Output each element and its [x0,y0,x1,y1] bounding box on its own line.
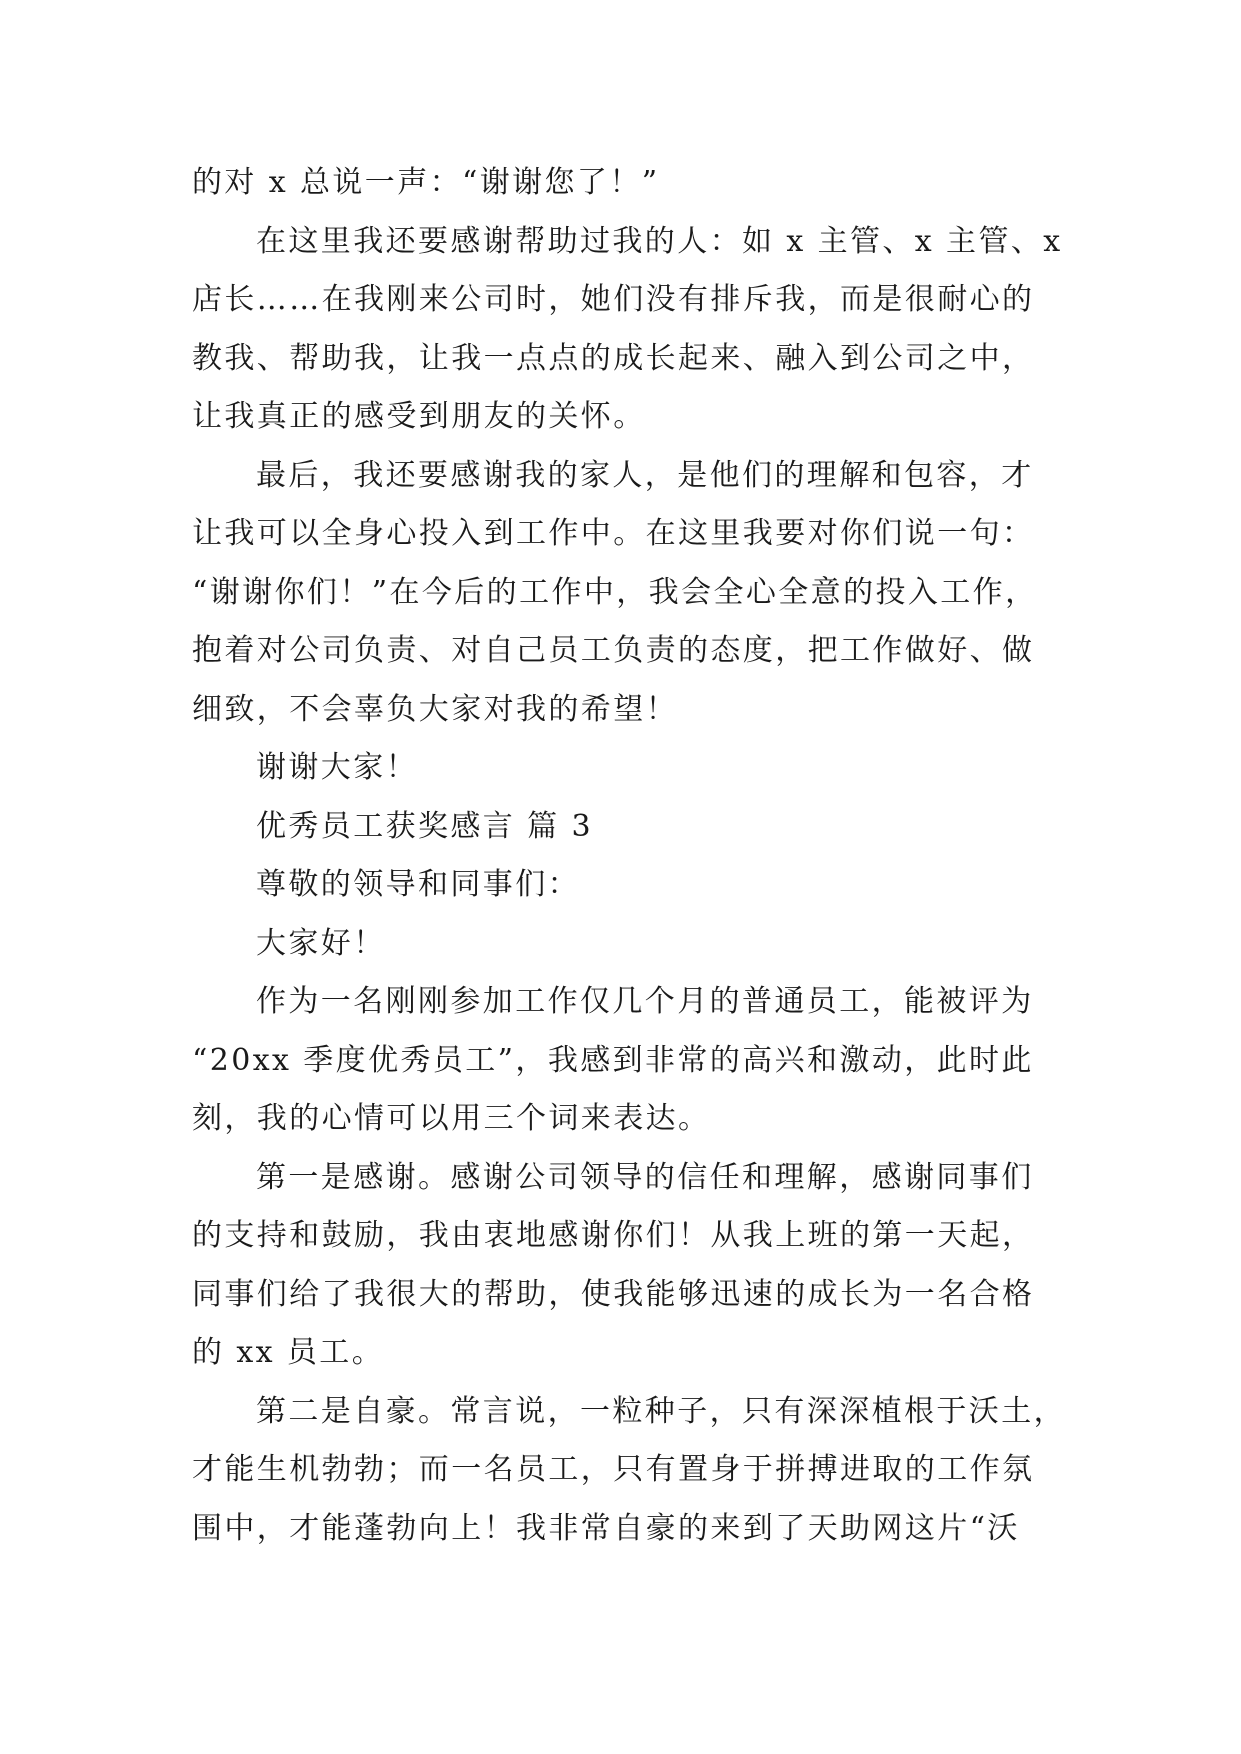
paragraph-closing-thanks [192,739,1052,798]
text-line: 围中，才能蓬勃向上！我非常自豪的来到了天助网这片“沃 [192,1510,1020,1546]
paragraph-greeting [192,915,1052,974]
text-line: 让我真正的感受到朋友的关怀。 [192,399,646,434]
paragraph-salutation [192,856,1052,915]
paragraph-first-gratitude [192,1149,1052,1383]
document-body [192,154,1066,1558]
text-line: “20xx 季度优秀员工”，我感到非常的高兴和激动，此时此 [192,1042,1034,1078]
text-line: 的对 x 总说一声：“谢谢您了！” [192,165,660,200]
text-line: 抱着对公司负责、对自己员工负责的态度，把工作做好、做 [192,633,1035,668]
text-line: 谢谢大家！ [256,750,418,785]
text-line: 教我、帮助我，让我一点点的成长起来、融入到公司之中， [192,340,1035,376]
text-line: 店长……在我刚来公司时，她们没有排斥我，而是很耐心的 [192,282,1035,317]
text-line: 作为一名刚刚参加工作仅几个月的普通员工，能被评为 [256,984,1034,1019]
text-line: 的 xx 员工。 [192,1335,385,1370]
text-line: 最后，我还要感谢我的家人，是他们的理解和包容，才 [256,457,1034,493]
text-line: 刻，我的心情可以用三个词来表达。 [192,1101,711,1136]
text-line: 第一是感谢。感谢公司领导的信任和理解，感谢同事们 [256,1159,1034,1195]
text-line: 同事们给了我很大的帮助，使我能够迅速的成长为一名合格 [192,1276,1035,1312]
paragraph-thanks-family [192,447,1052,740]
text-line: 在这里我还要感谢帮助过我的人：如 x 主管、x 主管、x [256,223,1063,259]
text-line: 才能生机勃勃；而一名员工，只有置身于拼搏进取的工作氛 [192,1452,1035,1487]
text-line: 的支持和鼓励，我由衷地感谢你们！从我上班的第一天起， [192,1218,1035,1253]
text-line: 尊敬的领导和同事们： [256,867,580,902]
text-line: 让我可以全身心投入到工作中。在这里我要对你们说一句： [192,516,1035,551]
text-line: “谢谢你们！”在今后的工作中，我会全心全意的投入工作， [192,574,1038,610]
paragraph-intro [192,973,1052,1149]
paragraph-second-pride [192,1383,1066,1559]
text-line: 第二是自豪。常言说，一粒种子，只有深深植根于沃土， [256,1393,1066,1429]
text-line: 优秀员工获奖感言 篇 3 [256,808,593,844]
paragraph-continuation [192,154,1052,213]
section-heading [192,798,1052,857]
paragraph-thanks-colleagues [192,213,1063,447]
text-line: 大家好！ [256,925,386,961]
text-line: 细致，不会辜负大家对我的希望！ [192,691,678,727]
